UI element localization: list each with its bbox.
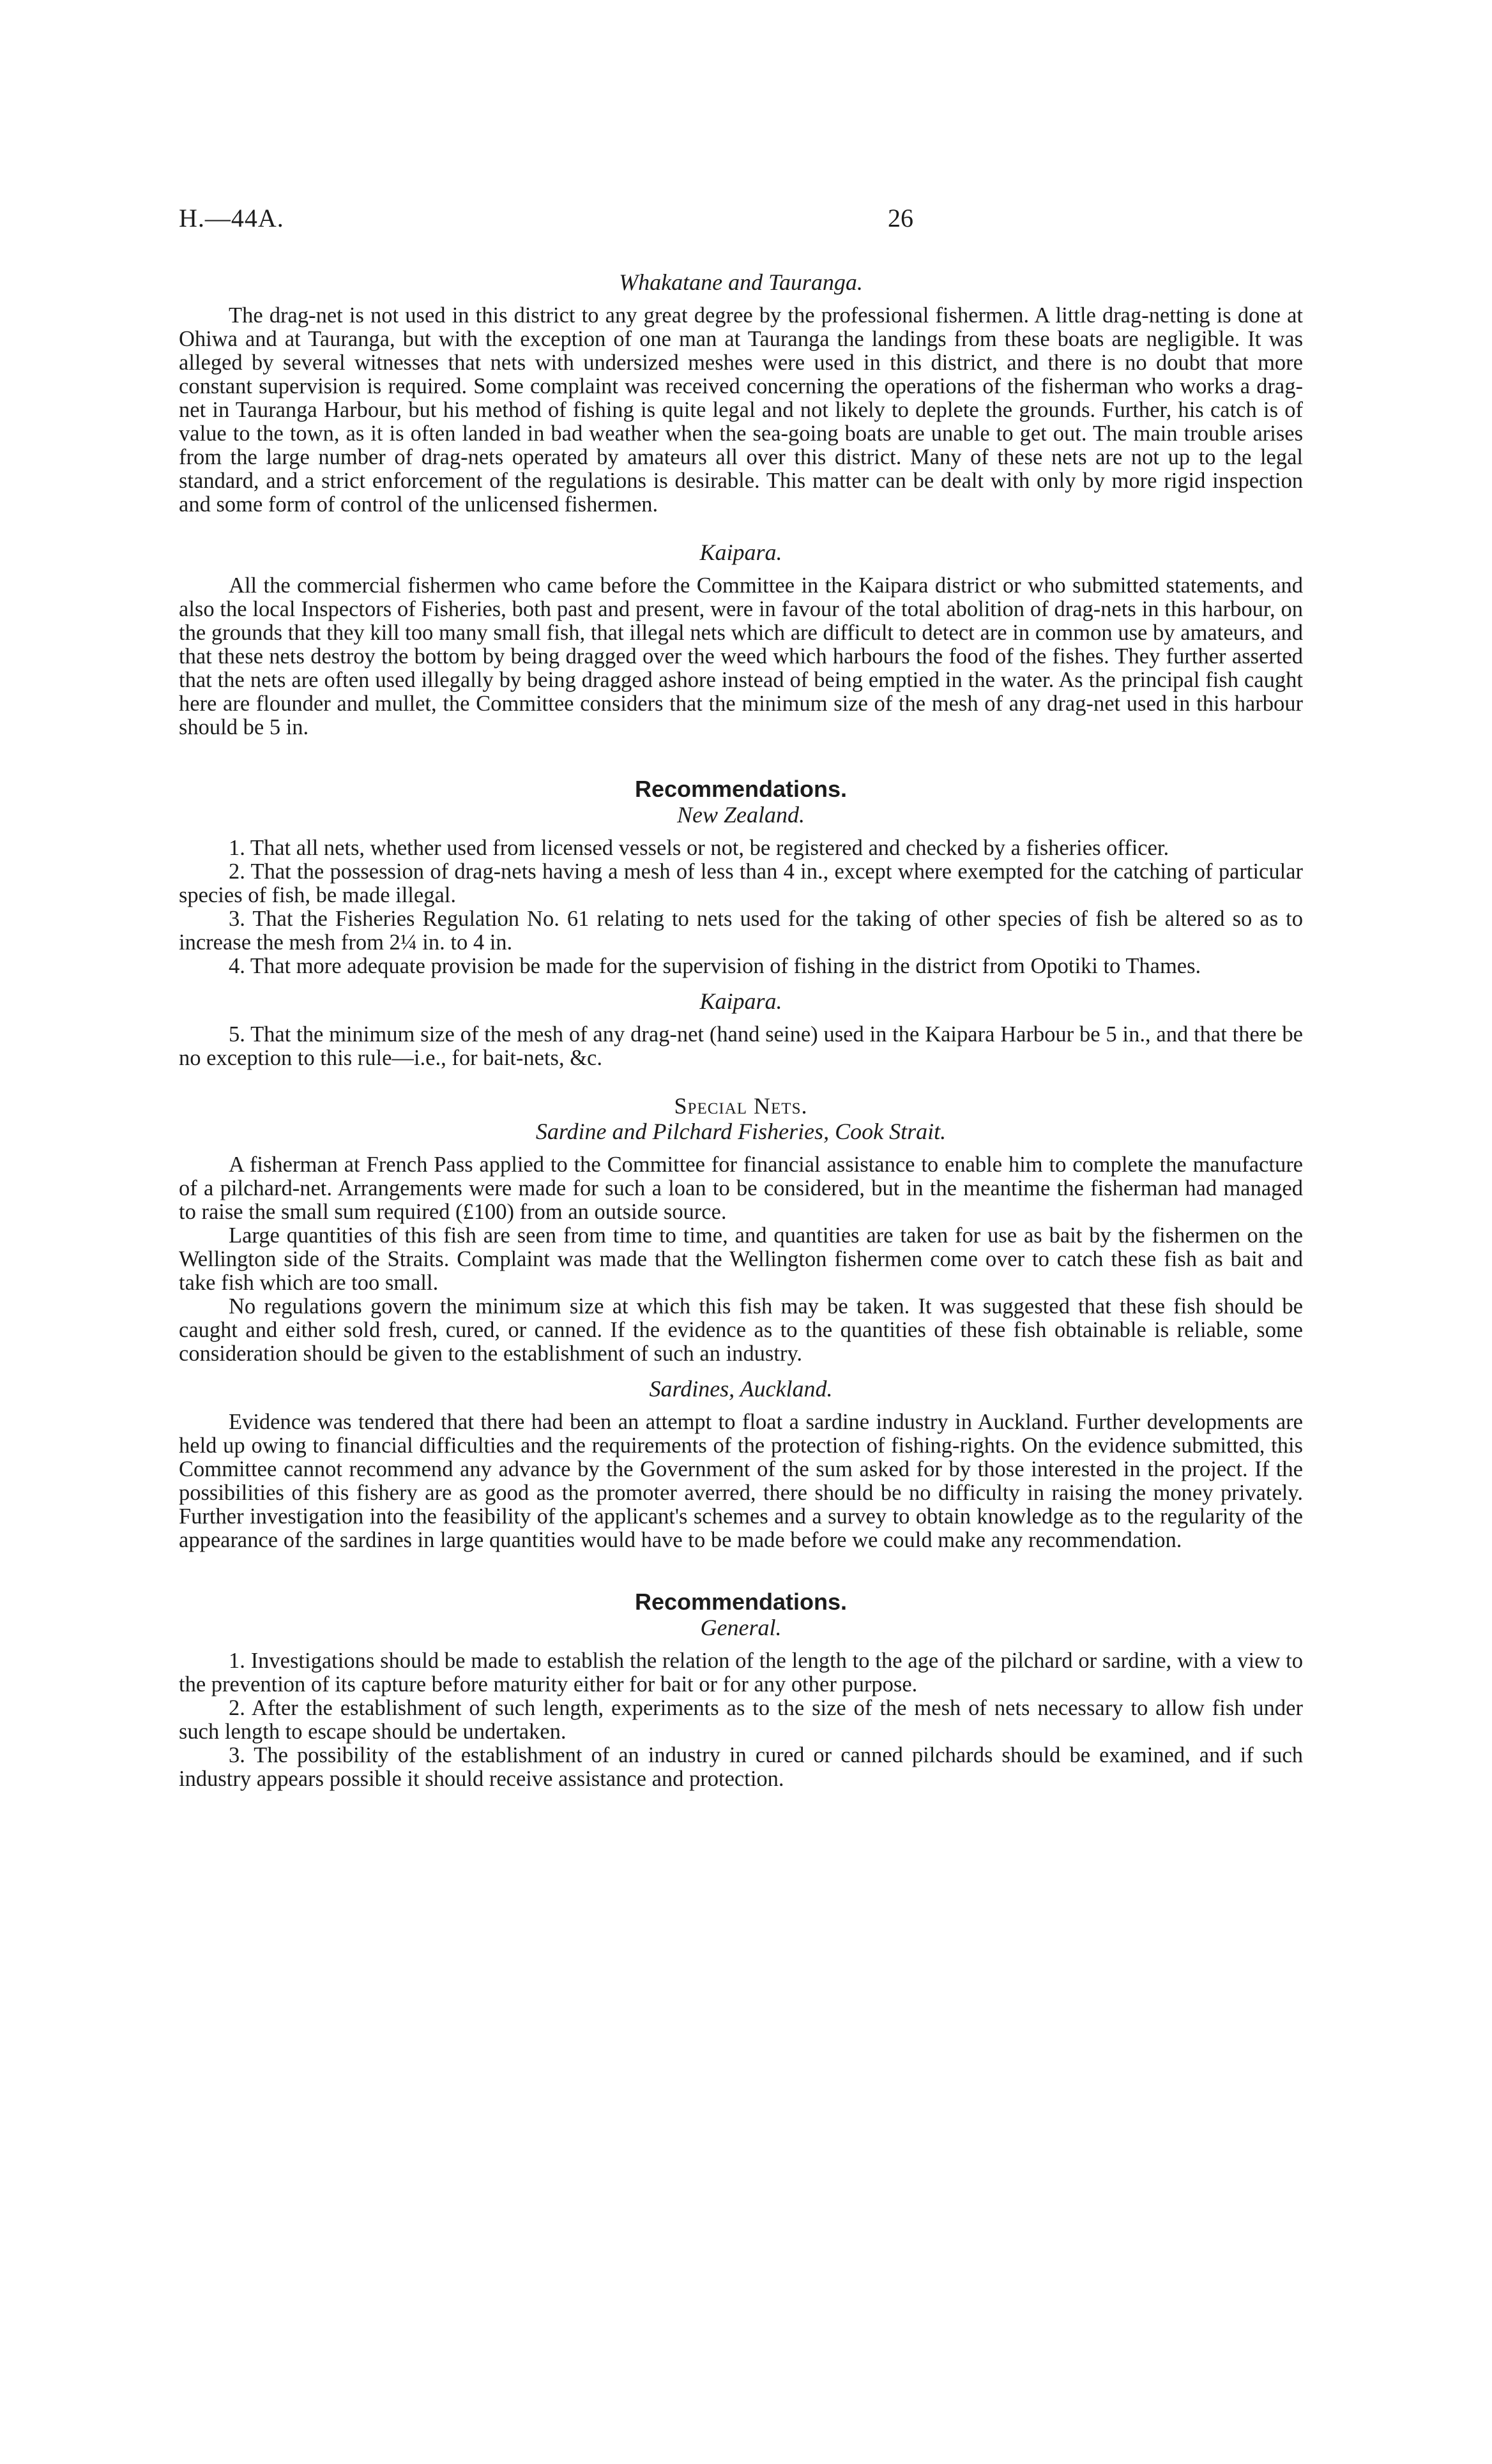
paragraph-sardines: Evidence was tendered that there had been an attempt to float a sardine industry in Auckland. Further developments are held up owing to financial difficulties and the requirements of the protection of fishing-rights. On the evidence submitted, this Committee cannot recommend any advance by the Government of the sum asked for by those interested in the project. If the possibilities of this fishery are as good as the promoter averred, there should be no difficulty in raising the money privately. Further investigation into the feasibility of the applicant's schemes and a survey to obtain knowledge as to the regularity of the appearance of the sardines in large quantities would have to be made before we could make any recommendation. (179, 1410, 1303, 1552)
subheading-general: General. (700, 1615, 782, 1640)
section-heading-whakatane: Whakatane and Tauranga. (619, 269, 863, 295)
recommendation-item-1: 1. That all nets, whether used from licensed vessels or not, be registered and checked by a fisheries officer. (229, 836, 1169, 860)
subheading-kaipara: Kaipara. (699, 988, 782, 1014)
subheading-sardine-pilchard: Sardine and Pilchard Fisheries, Cook Strait. (535, 1119, 947, 1144)
subheading-new-zealand: New Zealand. (676, 802, 805, 828)
recommendation-item-3: 3. That the Fisheries Regulation No. 61 relating to nets used for the taking of other species of fish be altered so as to increase the mesh from 2¼ in. to 4 in. (179, 907, 1303, 955)
subheading-sardines-auckland: Sardines, Auckland. (649, 1376, 833, 1402)
paragraph-whakatane: The drag-net is not used in this district to any great degree by the professional fishermen. A little drag-netting is done at Ohiwa and at Tauranga, but with the exception of one man at Tauranga the landings from these boats are negligible. It was alleged by several witnesses that nets with undersized meshes were used in this district, and there is no doubt that more constant supervision is required. Some complaint was received concerning the operations of the fisherman who works a drag-net in Tauranga Harbour, but his method of fishing is quite legal and not likely to deplete the grounds. Further, his catch is of value to the town, as it is often landed in bad weather when the sea-going boats are unable to get out. The main trouble arises from the large number of drag-nets operated by amateurs all over this district. Many of these nets are not up to the legal standard, and a strict enforcement of the regulations is desirable. This matter can be dealt with only by more rigid inspection and some form of control of the unlicensed fishermen. (179, 303, 1303, 517)
paragraph-special-2: Large quantities of this fish are seen from time to time, and quantities are taken for use as bait by the fishermen on the Wellington side of the Straits. Complaint was made that the Wellington fishermen come over to catch these fish as bait and take fish which are too small. (179, 1223, 1303, 1295)
recommendations-heading-1: Recommendations. (634, 776, 848, 802)
special-nets-heading: Special Nets. (674, 1093, 808, 1119)
recommendation-item-5: 5. That the minimum size of the mesh of any drag-net (hand seine) used in the Kaipara Harbour be 5 in., and that there be no exception to this rule—i.e., for bait-nets, &c. (179, 1022, 1303, 1070)
general-item-1: 1. Investigations should be made to establish the relation of the length to the age of the pilchard or sardine, with a view to the prevention of its capture before maturity either for bait or for any other purpose. (179, 1649, 1303, 1697)
page-content (179, 269, 1303, 1791)
general-item-2: 2. After the establishment of such length, experiments as to the size of the mesh of nets necessary to allow fish under such length to escape should be undertaken. (179, 1696, 1303, 1744)
document-code: H.—44A. (179, 204, 284, 232)
paragraph-special-3: No regulations govern the minimum size at which this fish may be taken. It was suggested that these fish should be caught and either sold fresh, cured, or canned. If the evidence as to the quantities of these fish obtainable is reliable, some consideration should be given to the establishment of such an industry. (179, 1294, 1303, 1366)
paragraph-special-1: A fisherman at French Pass applied to the Committee for financial assistance to enable him to complete the manufacture of a pilchard-net. Arrangements were made for such a loan to be considered, but in the meantime the fisherman had managed to raise the small sum required (£100) from an outside source. (179, 1153, 1303, 1224)
page-header (179, 203, 1303, 241)
page-number: 26 (888, 204, 913, 232)
recommendations-heading-2: Recommendations. (634, 1589, 848, 1615)
section-heading-kaipara: Kaipara. (699, 540, 782, 565)
paragraph-kaipara: All the commercial fishermen who came before the Committee in the Kaipara district or who submitted statements, and also the local Inspectors of Fisheries, both past and present, were in favour of the total abolition of drag-nets in this harbour, on the grounds that they kill too many small fish, that illegal nets which are difficult to detect are in common use by amateurs, and that these nets destroy the bottom by being dragged over the weed which harbours the food of the fishes. They further asserted that the nets are often used illegally by being dragged ashore instead of being emptied in the water. As the principal fish caught here are flounder and mullet, the Committee considers that the minimum size of the mesh of any drag-net used in this harbour should be 5 in. (179, 573, 1303, 739)
general-item-3: 3. The possibility of the establishment of an industry in cured or canned pilchards should be examined, and if such industry appears possible it should receive assistance and protection. (179, 1743, 1303, 1791)
recommendation-item-2: 2. That the possession of drag-nets having a mesh of less than 4 in., except where exempted for the catching of particular species of fish, be made illegal. (179, 859, 1303, 907)
recommendation-item-4: 4. That more adequate provision be made for the supervision of fishing in the district from Opotiki to Thames. (229, 954, 1201, 978)
